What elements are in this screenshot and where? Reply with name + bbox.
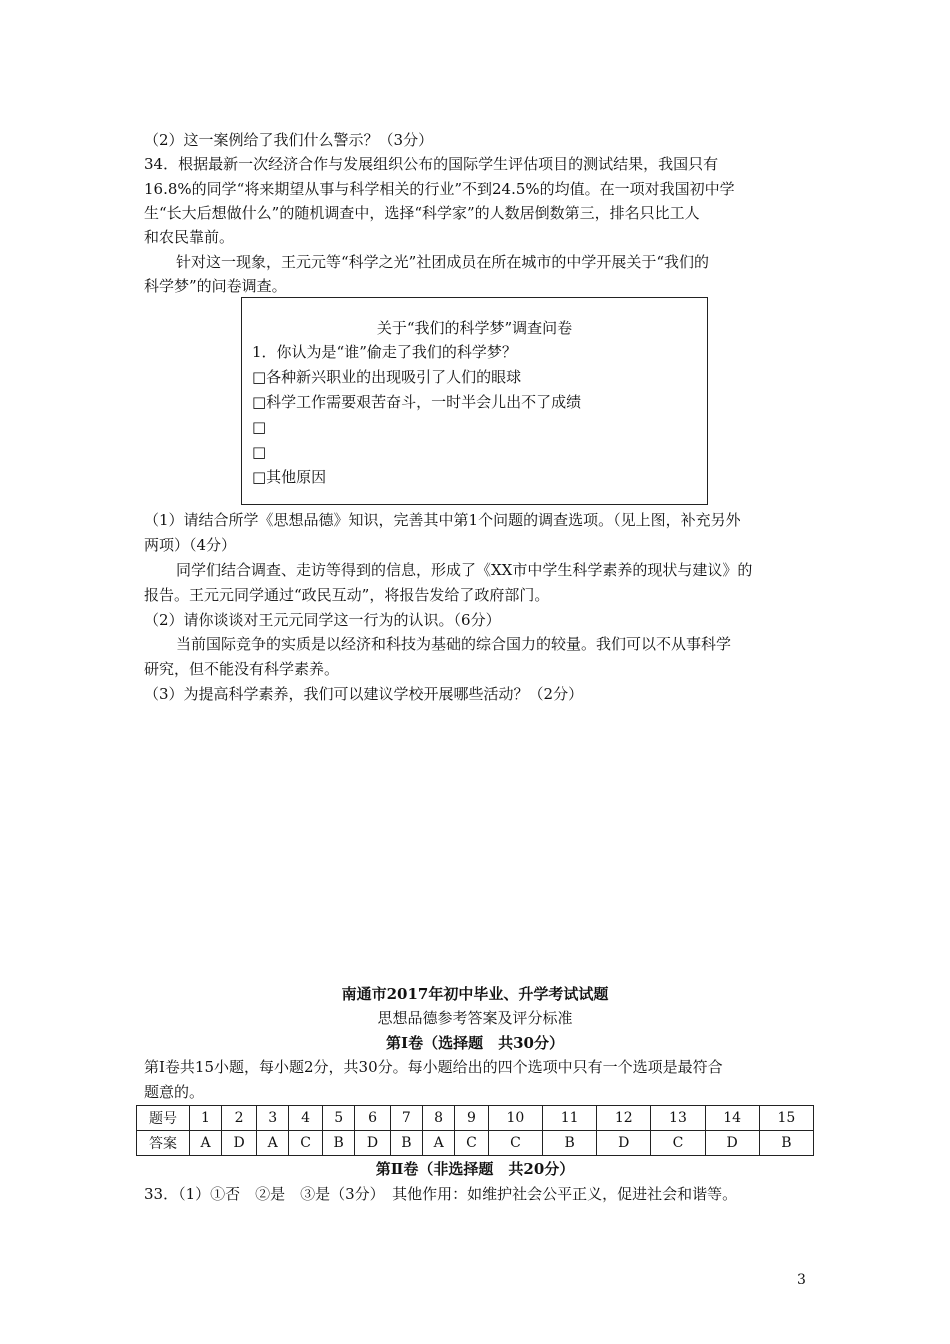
table-row [137, 1131, 814, 1156]
survey-option: □ [252, 418, 267, 436]
question-number: 9 [455, 1106, 489, 1131]
text-line: 16.8%的同学“将来期望从事与科学相关的行业”不到24.5%的均值。在一项对我国初中学 [144, 180, 735, 198]
answer-cell: A [190, 1131, 222, 1156]
answer-subtitle: 思想品德参考答案及评分标准 [377, 1009, 573, 1027]
text-line: 同学们结合调查、走访等得到的信息，形成了《XX市中学生科学素养的现状与建议》的 [176, 561, 753, 579]
text-line: 研究，但不能没有科学素养。 [144, 660, 340, 678]
answer-cell: D [355, 1131, 390, 1156]
text-line: （2）请你谈谈对王元元同学这一行为的认识。（6分） [144, 611, 501, 629]
answer-table [136, 1105, 814, 1156]
part1-heading: 第Ⅰ卷（选择题 共30分） [386, 1034, 564, 1052]
text-line: 题意的。 [144, 1083, 205, 1101]
survey-option: □科学工作需要艰苦奋斗，一时半会儿出不了成绩 [252, 393, 582, 411]
table-row [137, 1106, 814, 1131]
question-number: 13 [651, 1106, 705, 1131]
row-label: 题号 [137, 1106, 190, 1131]
question-number: 8 [423, 1106, 455, 1131]
question-number: 11 [543, 1106, 597, 1131]
question-number: 12 [597, 1106, 651, 1131]
answer-cell: B [759, 1131, 813, 1156]
text-line: 当前国际竞争的实质是以经济和科技为基础的综合国力的较量。我们可以不从事科学 [176, 635, 732, 653]
answer-cell: C [455, 1131, 489, 1156]
question-number: 15 [759, 1106, 813, 1131]
survey-option: □其他原因 [252, 468, 327, 486]
question-number: 6 [355, 1106, 390, 1131]
text-line: 针对这一现象，王元元等“科学之光”社团成员在所在城市的中学开展关于“我们的 [176, 253, 710, 271]
text-line: 和农民靠前。 [144, 228, 235, 246]
survey-title: 关于“我们的科学梦”调查问卷 [376, 319, 573, 337]
question-number: 3 [257, 1106, 289, 1131]
text-line: （2）这一案例给了我们什么警示？（3分） [144, 131, 434, 149]
question-number: 7 [390, 1106, 423, 1131]
question-number: 2 [222, 1106, 257, 1131]
text-line: 两项）（4分） [144, 536, 237, 554]
answer-cell: C [488, 1131, 542, 1156]
question-number: 14 [705, 1106, 759, 1131]
text-line: 报告。王元元同学通过“政民互动”，将报告发给了政府部门。 [144, 586, 550, 604]
question-number: 10 [488, 1106, 542, 1131]
question-number: 5 [322, 1106, 355, 1131]
survey-question: 1．你认为是“谁”偷走了我们的科学梦？ [252, 343, 517, 361]
page-number: 3 [797, 1272, 806, 1288]
answer-cell: B [322, 1131, 355, 1156]
survey-option: □ [252, 443, 267, 461]
survey-option: □各种新兴职业的出现吸引了人们的眼球 [252, 368, 522, 386]
text-line: （3）为提高科学素养，我们可以建议学校开展哪些活动？（2分） [144, 685, 584, 703]
text-line: 生“长大后想做什么”的随机调查中，选择“科学家”的人数居倒数第三，排名只比工人 [144, 204, 700, 222]
text-line: 第Ⅰ卷共15小题，每小题2分，共30分。每小题给出的四个选项中只有一个选项是最符合 [144, 1058, 723, 1076]
answer-cell: A [423, 1131, 455, 1156]
answer-cell: D [222, 1131, 257, 1156]
answer-cell: C [289, 1131, 323, 1156]
survey-box [241, 297, 708, 505]
answer-cell: B [543, 1131, 597, 1156]
text-line: 科学梦”的问卷调查。 [144, 277, 287, 295]
answer-cell: A [257, 1131, 289, 1156]
answer-title: 南通市2017年初中毕业、升学考试试题 [341, 985, 609, 1003]
text-line: 34．根据最新一次经济合作与发展组织公布的国际学生评估项目的测试结果，我国只有 [144, 155, 719, 173]
question-number: 1 [190, 1106, 222, 1131]
answer-cell: D [597, 1131, 651, 1156]
answer-cell: D [705, 1131, 759, 1156]
answer-cell: B [390, 1131, 423, 1156]
answer-cell: C [651, 1131, 705, 1156]
question-number: 4 [289, 1106, 323, 1131]
row-label: 答案 [137, 1131, 190, 1156]
text-line: （1）请结合所学《思想品德》知识，完善其中第1个问题的调查选项。（见上图，补充另外 [144, 511, 741, 529]
part2-heading: 第Ⅱ卷（非选择题 共20分） [375, 1160, 575, 1178]
text-line: 33．（1）①否 ②是 ③是（3分） 其他作用：如维护社会公平正义，促进社会和谐等。 [144, 1185, 738, 1203]
